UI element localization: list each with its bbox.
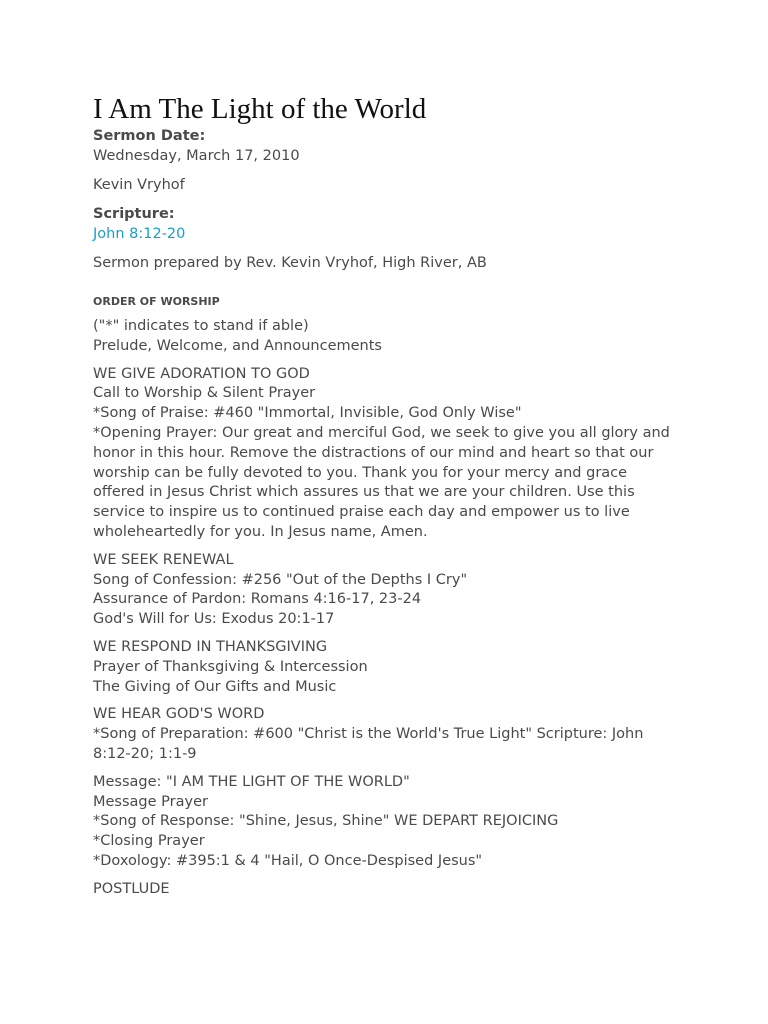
renewal-heading: WE SEEK RENEWAL <box>93 551 234 568</box>
thanksgiving-line: Prayer of Thanksgiving & Intercession <box>93 658 368 675</box>
thanksgiving-heading: WE RESPOND IN THANKSGIVING <box>93 638 328 655</box>
adoration-heading: WE GIVE ADORATION TO GOD <box>93 365 310 382</box>
message-section <box>93 773 673 872</box>
postlude <box>93 880 673 900</box>
message-line: Message Prayer <box>93 793 208 810</box>
message-line: *Doxology: #395:1 & 4 "Hail, O Once-Despised Jesus" <box>93 852 483 869</box>
message-line: Message: "I AM THE LIGHT OF THE WORLD" <box>93 773 410 790</box>
sermon-date-label: Sermon Date: <box>93 128 206 144</box>
order-of-worship-heading: ORDER OF WORSHIP <box>93 295 220 308</box>
adoration-section <box>93 365 673 543</box>
renewal-line: Song of Confession: #256 "Out of the Depths I Cry" <box>93 571 468 588</box>
renewal-line: God's Will for Us: Exodus 20:1-17 <box>93 611 335 628</box>
renewal-line: Assurance of Pardon: Romans 4:16-17, 23-24 <box>93 591 422 608</box>
adoration-line: honor in this hour. Remove the distractions of our mind and heart so that our <box>93 444 654 461</box>
author: Kevin Vryhof <box>93 177 185 193</box>
word-heading: WE HEAR GOD'S WORD <box>93 706 265 723</box>
word-section <box>93 705 673 764</box>
message-line: *Closing Prayer <box>93 833 205 850</box>
thanksgiving-line: The Giving of Our Gifts and Music <box>93 678 337 695</box>
adoration-line: wholeheartedly for you. In Jesus name, Amen. <box>93 523 428 540</box>
adoration-line: service to inspire us to continued praise each day and empower us to live <box>93 504 630 521</box>
page-title: I Am The Light of the World <box>93 93 427 125</box>
message-line: *Song of Response: "Shine, Jesus, Shine" WE DEPART REJOICING <box>93 813 559 830</box>
adoration-line: offered in Jesus Christ which assures us that we are your children. Use this <box>93 484 635 501</box>
sermon-document <box>93 92 673 900</box>
intro-section <box>93 317 673 357</box>
adoration-line: *Song of Praise: #460 "Immortal, Invisible, God Only Wise" <box>93 405 522 422</box>
scripture-link[interactable]: John 8:12-20 <box>93 226 186 242</box>
intro-line: Prelude, Welcome, and Announcements <box>93 337 382 354</box>
adoration-line: *Opening Prayer: Our great and merciful God, we seek to give you all glory and <box>93 424 670 441</box>
renewal-section <box>93 551 673 630</box>
adoration-line: Call to Worship & Silent Prayer <box>93 385 316 402</box>
postlude-line: POSTLUDE <box>93 880 170 897</box>
sermon-date: Wednesday, March 17, 2010 <box>93 148 300 164</box>
scripture-label: Scripture: <box>93 206 175 222</box>
prepared-by: Sermon prepared by Rev. Kevin Vryhof, High River, AB <box>93 255 487 271</box>
word-line: 8:12-20; 1:1-9 <box>93 745 197 762</box>
thanksgiving-section <box>93 638 673 697</box>
adoration-line: worship can be fully devoted to you. Thank you for your mercy and grace <box>93 464 628 481</box>
word-line: *Song of Preparation: #600 "Christ is the World's True Light" Scripture: John <box>93 726 644 743</box>
intro-line: ("*" indicates to stand if able) <box>93 318 309 334</box>
